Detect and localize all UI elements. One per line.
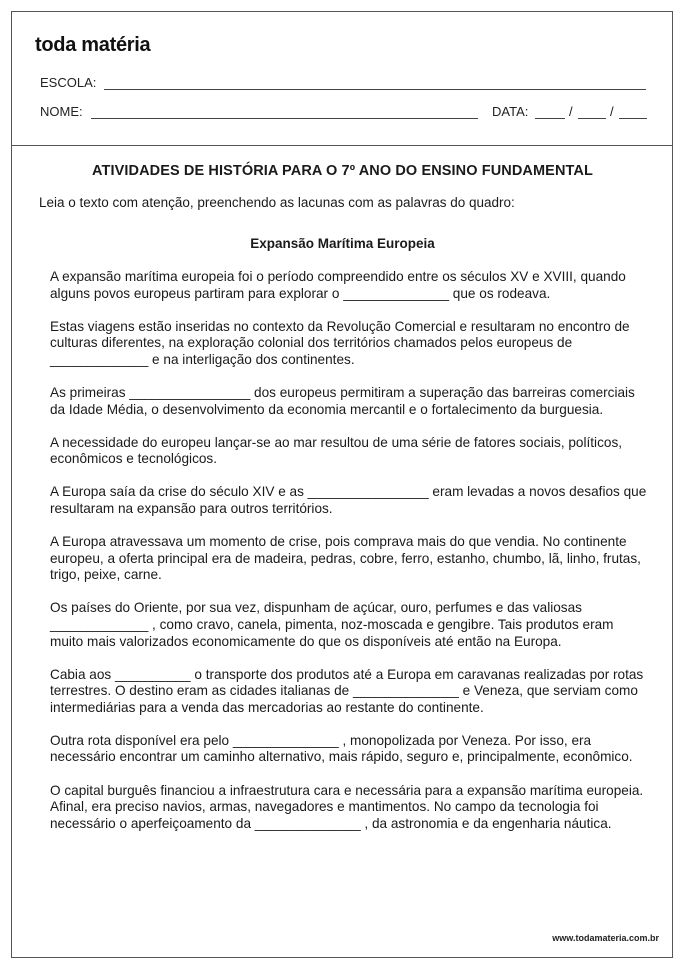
date-separator-2: / [610,104,614,119]
paragraph: Os países do Oriente, por sua vez, dispunham de açúcar, ouro, perfumes e das valiosas _____________ , como cravo, canela, pimenta, noz-moscada e gengibre. Tais produtos eram muito mais valorizados economicamente do que os disponíveis até então na Europa. [50,600,614,649]
text-title: Expansão Marítima Europeia [250,236,435,251]
paragraph: Cabia aos __________ o transporte dos produtos até a Europa em caravanas realizadas por rotas terrestres. O destino eram as cidades italianas de ______________ e Veneza, que serviam como intermediárias para a venda das mercadorias ao restante do continente. [50,666,644,715]
paragraph: A Europa atravessava um momento de crise, pois comprava mais do que vendia. No continente europeu, a oferta principal era de madeira, pedras, cobre, ferro, estanho, chumbo, lã, linho, frutas, trigo, peixe, carne. [50,534,641,583]
paragraph: Estas viagens estão inseridas no contexto da Revolução Comercial e resultaram no encontro de culturas diferentes, na exploração colonial dos territórios chamados pelos europeus de _____________ e na interligação dos continentes. [50,318,630,367]
school-field[interactable] [104,89,646,90]
name-label: NOME: [40,104,83,119]
paragraph: A expansão marítima europeia foi o período compreendido entre os séculos XV e XVIII, quando alguns povos europeus partiram para explorar o ______________ que os rodeava. [50,269,626,301]
instruction-text: Leia o texto com atenção, preenchendo as lacunas com as palavras do quadro: [39,195,515,210]
name-field[interactable] [91,118,478,119]
footer-url[interactable]: www.todamateria.com.br [552,933,659,943]
paragraph: A Europa saía da crise do século XIV e as ________________ eram levadas a novos desafios que resultaram na expansão para outros territórios. [50,484,647,516]
brand-logo: toda matéria [35,34,151,56]
paragraph: O capital burguês financiou a infraestrutura cara e necessária para a expansão marítima europeia. Afinal, era preciso navios, armas, navegadores e mantimentos. No campo da tecnologia foi necessário o aperfeiçoamento da ______________ , da astronomia e da engenharia náutica. [50,782,644,831]
paragraph: Outra rota disponível era pelo ______________ , monopolizada por Veneza. Por isso, era necessário encontrar um caminho alternativo, mais rápido, seguro e, principalmente, econômico. [50,732,633,765]
date-separator-1: / [569,104,573,119]
date-month-field[interactable] [578,118,606,119]
date-label: DATA: [492,104,529,119]
date-year-field[interactable] [619,118,647,119]
reading-text [50,269,650,849]
school-label: ESCOLA: [40,75,97,90]
header-box [12,12,672,146]
paragraph: A necessidade do europeu lançar-se ao mar resultou de uma série de fatores sociais, políticos, econômicos e tecnológicos. [50,434,623,467]
paragraph: As primeiras ________________ dos europeus permitiram a superação das barreiras comerciais da Idade Média, o desenvolvimento da economia mercantil e o fortalecimento da burguesia. [50,384,635,417]
date-day-field[interactable] [535,118,565,119]
worksheet-title: ATIVIDADES DE HISTÓRIA PARA O 7º ANO DO ENSINO FUNDAMENTAL [92,163,593,179]
